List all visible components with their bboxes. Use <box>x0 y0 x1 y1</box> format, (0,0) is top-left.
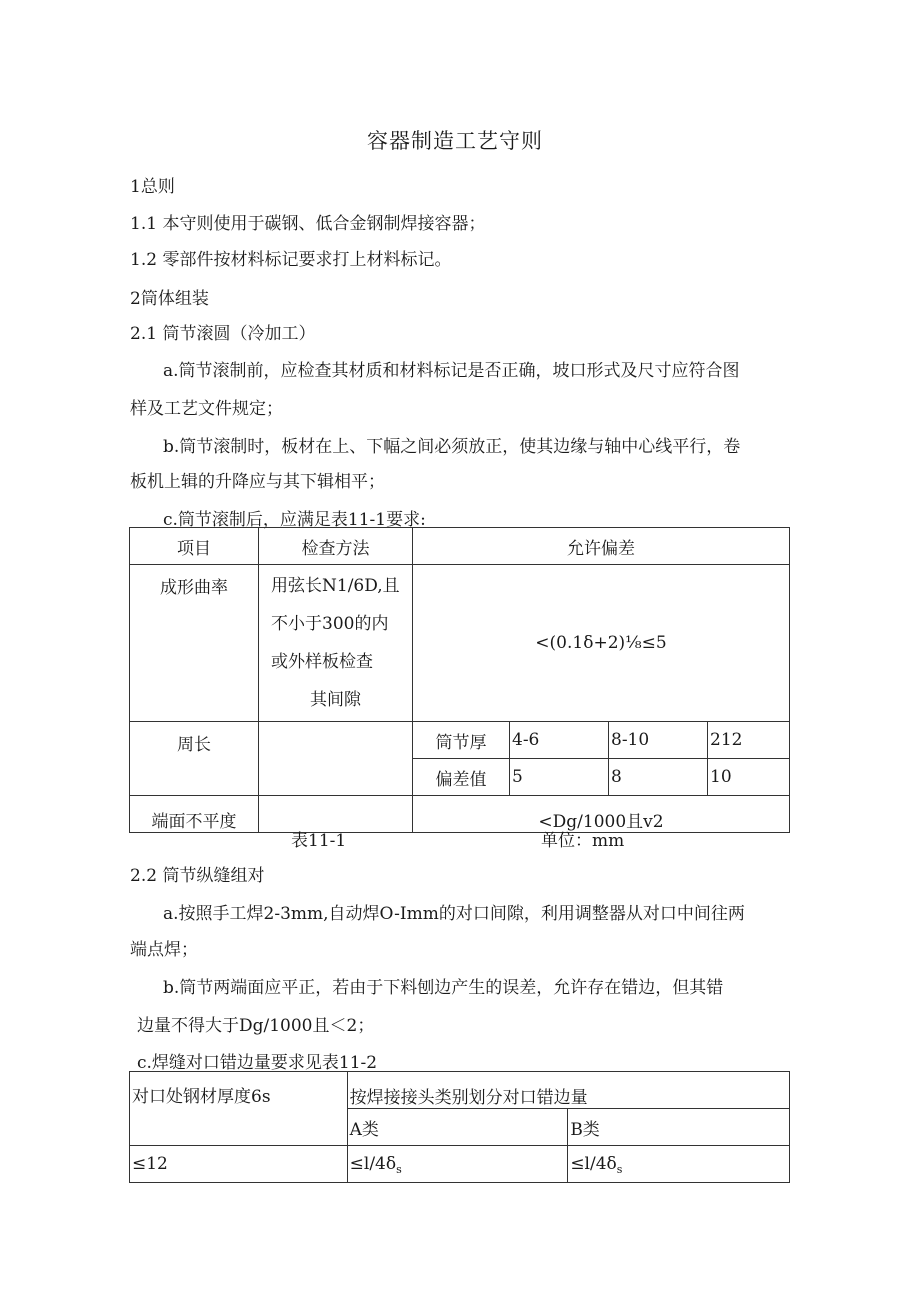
label-thickness: 筒节厚 <box>413 722 510 759</box>
header-deviation: 允许偏差 <box>413 528 790 565</box>
table-caption: 表11-1 <box>291 831 347 851</box>
header-thickness: 对口处钢材厚度6s <box>130 1072 348 1146</box>
thickness-1: 4-6 <box>510 722 609 759</box>
class-a-subscript: s <box>396 1163 402 1176</box>
class-a-value-text: ≤l/4δ <box>349 1154 397 1174</box>
para2-c: c.焊缝对口错边量要求见表11-2 <box>137 1053 378 1073</box>
row-class-b-value <box>568 1146 790 1183</box>
method-line-1: 用弦长N1/6D,且 <box>271 576 400 596</box>
para2-a-line2: 端点焊； <box>130 940 198 960</box>
para-a-line2: 样及工艺文件规定； <box>130 399 283 419</box>
row-class-a-value <box>347 1146 568 1183</box>
method-line-3: 或外样板检查 <box>271 652 373 672</box>
row-curvature-method <box>259 565 413 722</box>
table-unit: 单位：mm <box>541 831 625 851</box>
para-b-line1: b.筒节滚制时，板材在上、下幅之间必须放正，使其边缘与轴中心线平行，卷 <box>163 437 741 457</box>
para2-a-line1: a.按照手工焊2-3mm,自动焊O-Imm的对口间隙，利用调整器从对口中间往两 <box>163 904 745 924</box>
clause-1-2: 1.2 零部件按材料标记要求打上材料标记。 <box>130 250 452 270</box>
method-line-4: 其间隙 <box>310 690 361 710</box>
deviation-2: 8 <box>609 759 708 796</box>
section-2-heading: 2筒体组装 <box>130 289 209 309</box>
header-misalignment: 按焊接接头类别划分对口错边量 <box>347 1072 789 1109</box>
table-11-1 <box>129 527 790 833</box>
row-perimeter-method <box>259 722 413 796</box>
header-class-a: A类 <box>347 1109 568 1146</box>
clause-1-1: 1.1 本守则使用于碳钢、低合金钢制焊接容器； <box>130 214 486 234</box>
para2-b-line2: 边量不得大于Dg/1000且＜2； <box>137 1016 375 1036</box>
header-method: 检查方法 <box>259 528 413 565</box>
row-flatness-item: 端面不平度 <box>130 796 259 833</box>
row-flatness-deviation: <Dg/1000且v2 <box>413 796 790 833</box>
para-a-line1: a.筒节滚制前，应检查其材质和材料标记是否正确，坡口形式及尺寸应符合图 <box>163 361 740 381</box>
para-c: c.筒节滚制后，应满足表11-1要求: <box>163 510 426 530</box>
class-b-value-text: ≤l/4δ <box>570 1154 617 1174</box>
deviation-3: 10 <box>708 759 790 796</box>
para-b-line2: 板机上辑的升降应与其下辑相平； <box>130 472 385 492</box>
thickness-3: 212 <box>708 722 790 759</box>
header-class-b: B类 <box>568 1109 790 1146</box>
clause-2-2: 2.2 筒节纵缝组对 <box>130 866 265 886</box>
para2-b-line1: b.筒节两端面应平正，若由于下料刨边产生的误差，允许存在错边，但其错 <box>163 978 724 998</box>
header-item: 项目 <box>130 528 259 565</box>
class-b-subscript: s <box>616 1163 623 1176</box>
row-perimeter-item: 周长 <box>130 722 259 796</box>
row-curvature-item: 成形曲率 <box>130 565 259 722</box>
row-thickness-value: ≤12 <box>130 1146 348 1183</box>
thickness-2: 8-10 <box>609 722 708 759</box>
table-11-2 <box>129 1071 790 1183</box>
clause-2-1: 2.1 筒节滚圆（冷加工） <box>130 324 316 344</box>
section-1-heading: 1总则 <box>130 177 175 197</box>
page-title: 容器制造工艺守则 <box>367 129 543 153</box>
label-deviation-value: 偏差值 <box>413 759 510 796</box>
row-curvature-deviation: <(0.1δ+2)⅛≤5 <box>413 565 790 722</box>
method-line-2: 不小于300的内 <box>271 614 389 634</box>
deviation-1: 5 <box>510 759 609 796</box>
